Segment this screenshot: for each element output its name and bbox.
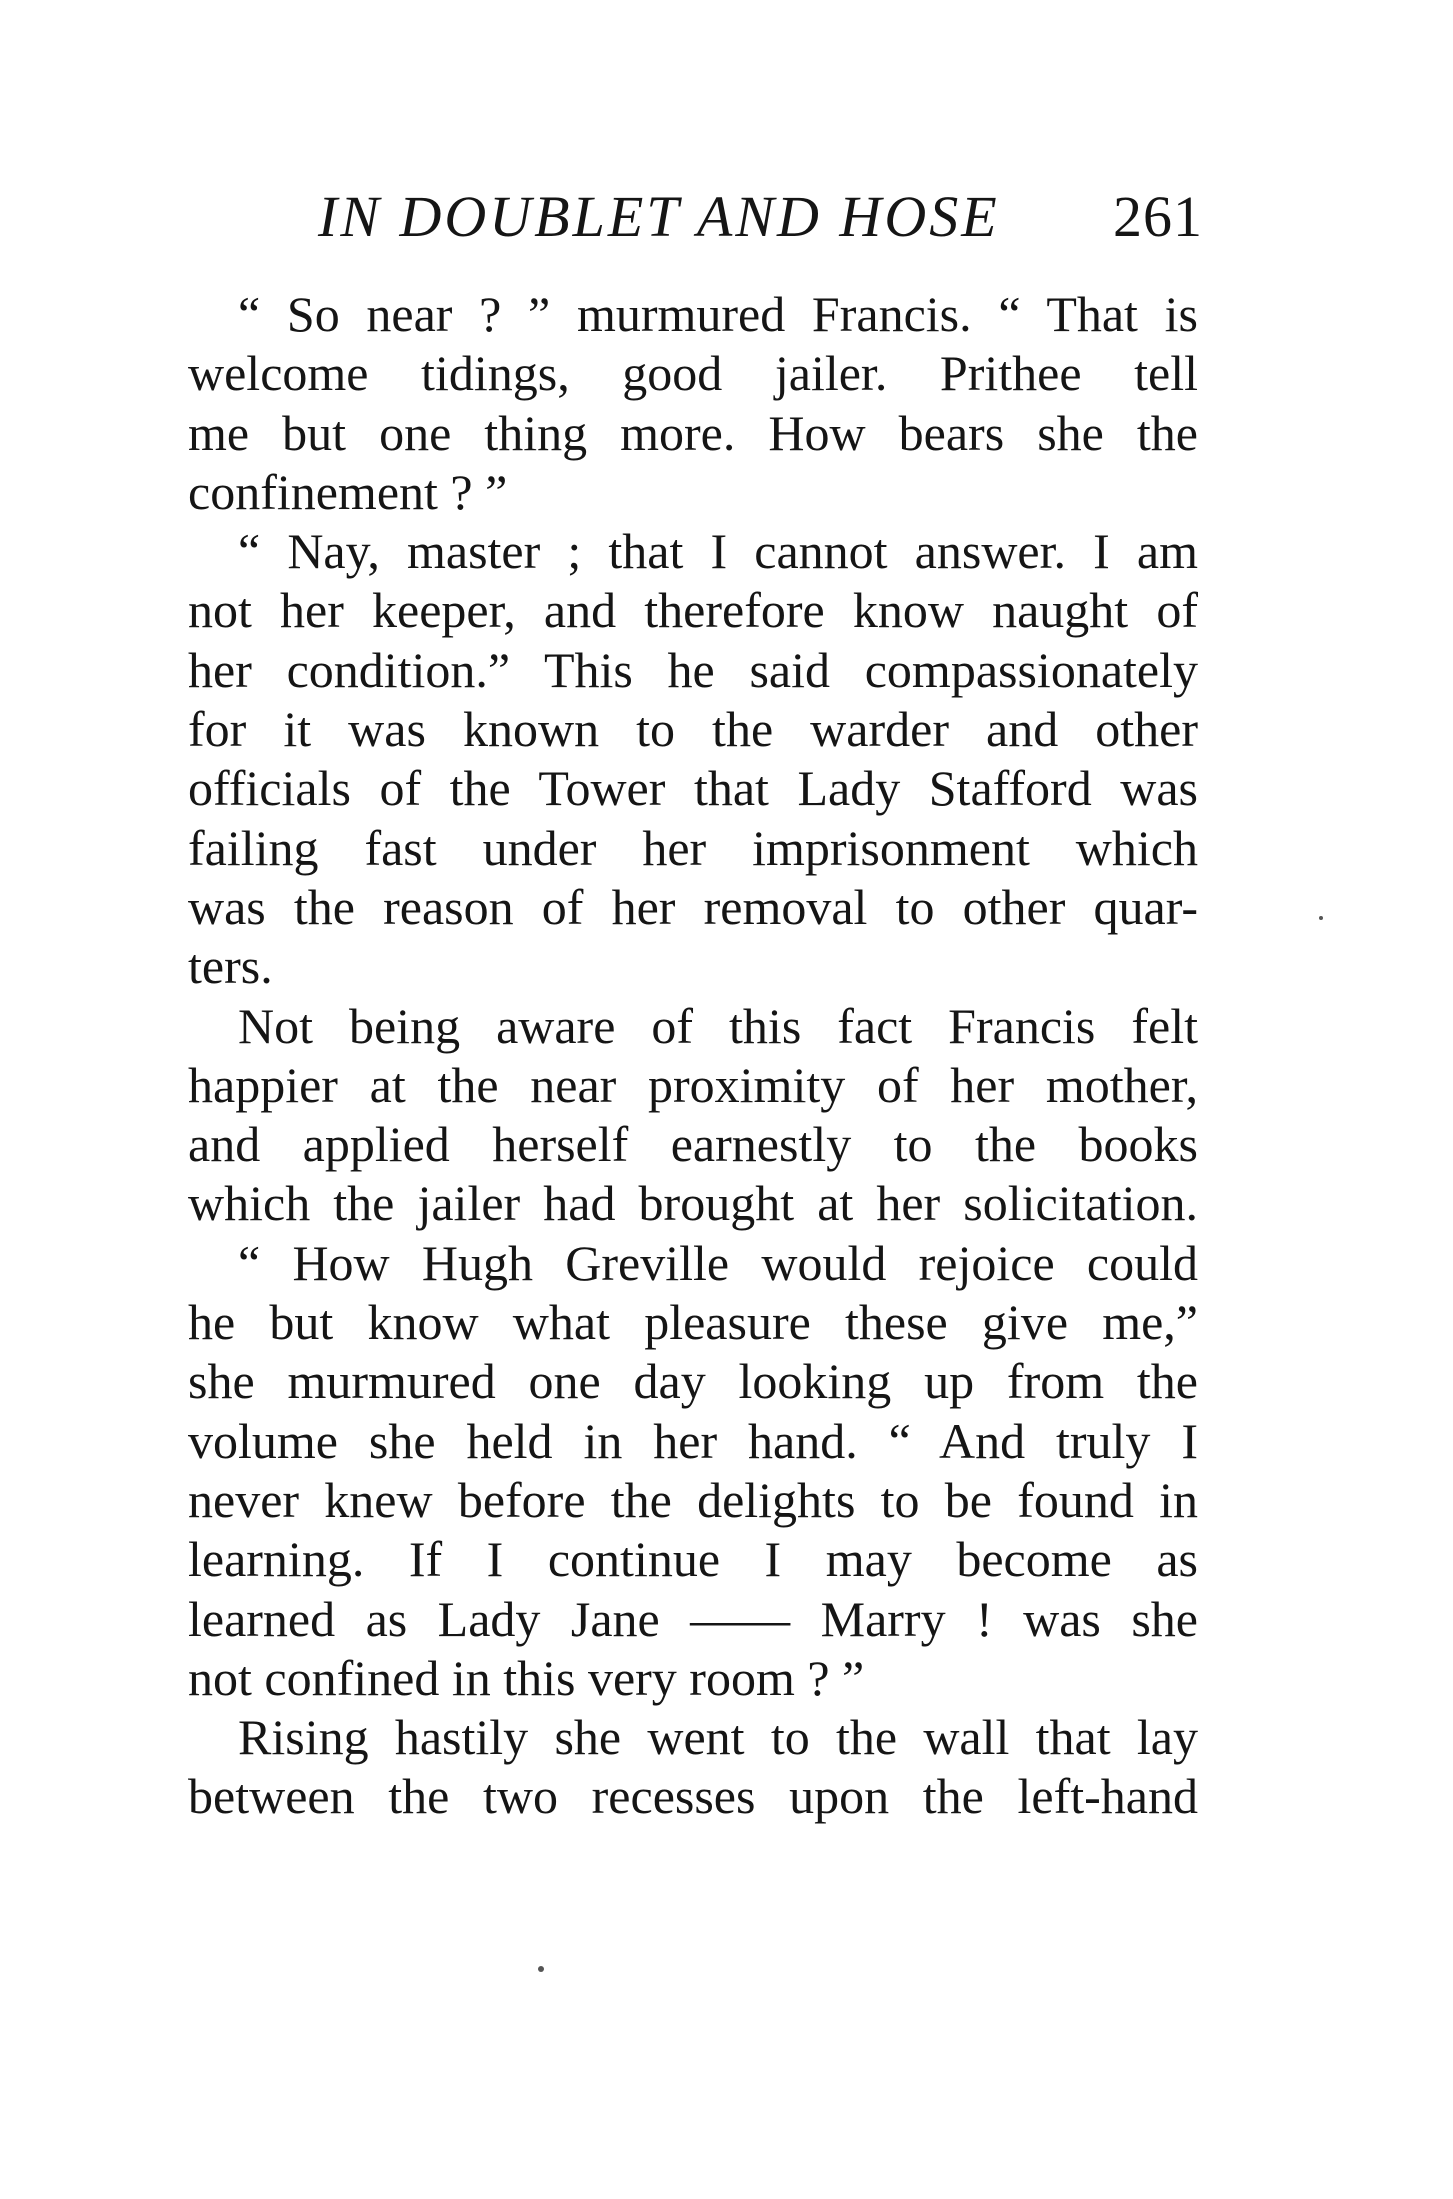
text-line: Rising hastily she went to the wall that lay: [238, 1709, 1198, 1766]
text-line: officials of the Tower that Lady Stafford was: [188, 760, 1198, 817]
text-line: not her keeper, and therefore know naught of: [188, 582, 1198, 639]
print-speck: [1319, 916, 1323, 920]
text-line: learned as Lady Jane —— Marry ! was she: [188, 1590, 1198, 1647]
text-line: failing fast under her imprisonment which: [188, 819, 1198, 876]
print-speck: [538, 1966, 544, 1972]
text-line: me but one thing more. How bears she the: [188, 404, 1198, 461]
text-line: was the reason of her removal to other quar-: [188, 878, 1198, 935]
page-number: 261: [1113, 184, 1203, 249]
text-line: never knew before the delights to be found in: [188, 1471, 1198, 1528]
text-line: learning. If I continue I may become as: [188, 1531, 1198, 1588]
text-line: and applied herself earnestly to the books: [188, 1116, 1198, 1173]
page-header: [318, 182, 1203, 252]
text-line: between the two recesses upon the left-hand: [188, 1768, 1198, 1825]
text-line: “ So near ? ” murmured Francis. “ That is: [238, 286, 1198, 342]
text-line: volume she held in her hand. “ And truly I: [188, 1412, 1198, 1469]
text-line: which the jailer had brought at her solicitation.: [188, 1175, 1198, 1232]
text-line: for it was known to the warder and other: [188, 701, 1198, 758]
body-text: [188, 285, 1198, 1827]
text-line: Not being aware of this fact Francis felt: [238, 997, 1198, 1054]
running-title: IN DOUBLET AND HOSE: [318, 184, 1000, 249]
text-line: he but know what pleasure these give me,”: [188, 1294, 1198, 1351]
text-line: happier at the near proximity of her mother,: [188, 1056, 1198, 1113]
text-line: her condition.” This he said compassionately: [188, 641, 1198, 698]
text-line: “ Nay, master ; that I cannot answer. I am: [238, 523, 1198, 580]
text-line: ters.: [188, 938, 273, 995]
text-line: not confined in this very room ? ”: [188, 1649, 865, 1706]
text-line: she murmured one day looking up from the: [188, 1353, 1198, 1410]
text-line: “ How Hugh Greville would rejoice could: [238, 1234, 1198, 1291]
text-line: confinement ? ”: [188, 463, 508, 520]
text-line: welcome tidings, good jailer. Prithee tell: [188, 345, 1198, 402]
